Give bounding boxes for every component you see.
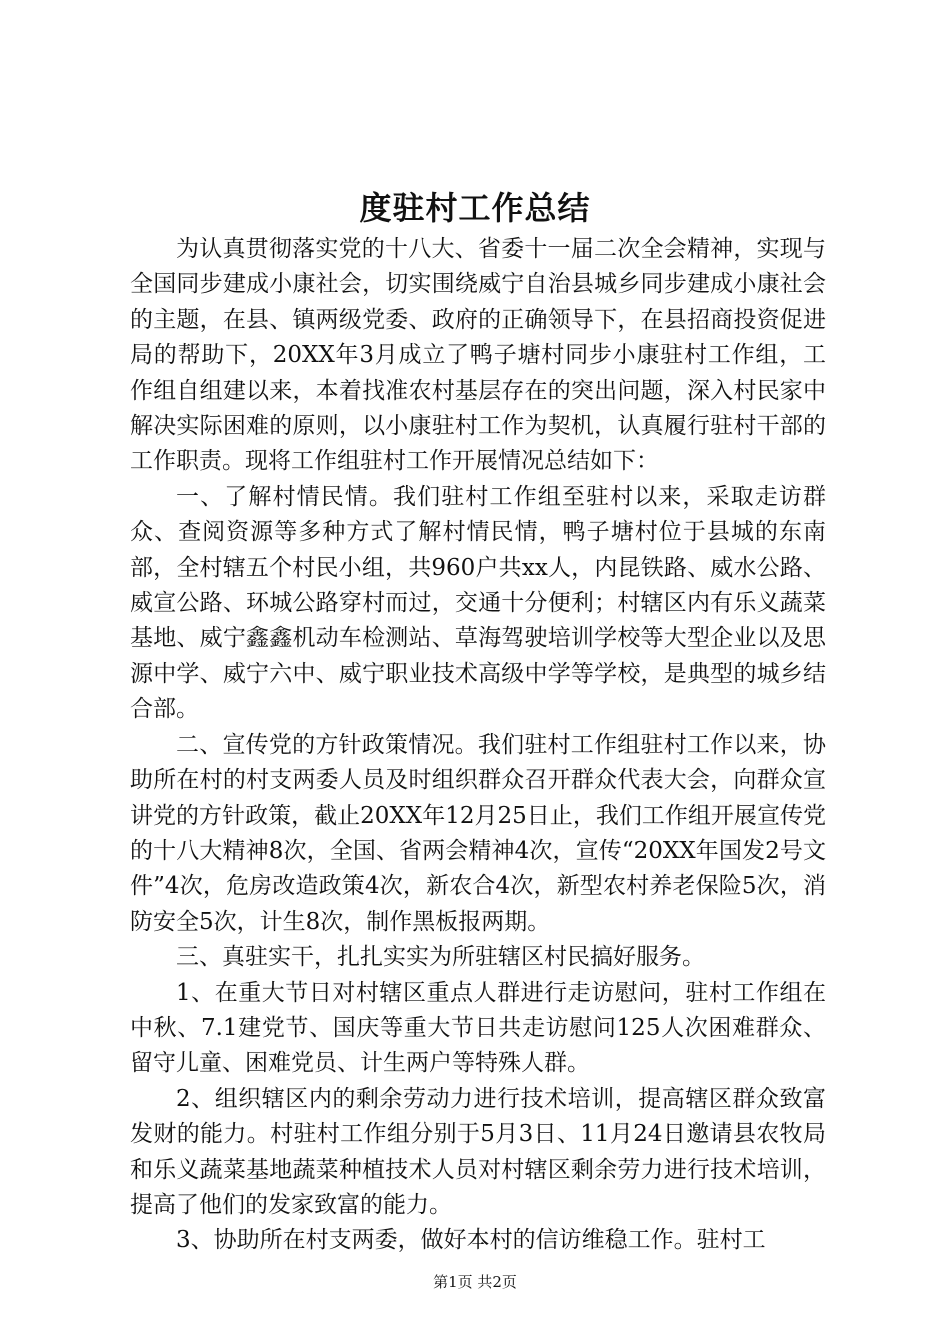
paragraph-section-3-heading: 三、真驻实干，扎扎实实为所驻辖区村民搞好服务。 bbox=[176, 944, 705, 971]
document-body bbox=[130, 232, 826, 1259]
paragraph-intro: 为认真贯彻落实党的十八大、省委十一届二次全会精神，实现与全国同步建成小康社会，切实围绕威宁自治县城乡同步建成小康社会的主题，在县、镇两级党委、政府的正确领导下，在县招商投资促进局的帮助下，20XX年3月成立了鸭子塘村同步小康驻村工作组，工作组自组建以来，本着找准农村基层存在的突出问题，深入村民家中解决实际困难的原则，以小康驻村工作为契机，认真履行驻村干部的工作职责。现将工作组驻村工作开展情况总结如下： bbox=[130, 236, 826, 475]
paragraph-section-1: 一、了解村情民情。我们驻村工作组至驻村以来，采取走访群众、查阅资源等多种方式了解村情民情，鸭子塘村位于县城的东南部，全村辖五个村民小组，共960户共xx人，内昆铁路、威水公路、威宣公路、环城公路穿村而过，交通十分便利；村辖区内有乐义蔬菜基地、威宁鑫鑫机动车检测站、草海驾驶培训学校等大型企业以及思源中学、威宁六中、威宁职业技术高级中学等学校，是典型的城乡结合部。 bbox=[130, 483, 826, 723]
paragraph-item-1: 1、在重大节日对村辖区重点人群进行走访慰问，驻村工作组在中秋、7.1建党节、国庆等重大节日共走访慰问125人次困难群众、留守儿童、困难党员、计生两户等特殊人群。 bbox=[130, 979, 826, 1077]
document-title: 度驻村工作总结 bbox=[359, 189, 591, 227]
page-number-footer: 第1页 共2页 bbox=[433, 1273, 517, 1291]
paragraph-section-2: 二、宣传党的方针政策情况。我们驻村工作组驻村工作以来，协助所在村的村支两委人员及时组织群众召开群众代表大会，向群众宣讲党的方针政策，截止20XX年12月25日止，我们工作组开展宣传党的十八大精神8次，全国、省两会精神4次，宣传“20XX年国发2号文件”4次，危房改造政策4次，新农合4次，新型农村养老保险5次，消防安全5次，计生8次，制作黑板报两期。 bbox=[130, 731, 826, 935]
paragraph-item-3: 3、协助所在村支两委，做好本村的信访维稳工作。驻村工 bbox=[176, 1227, 766, 1254]
paragraph-item-2: 2、组织辖区内的剩余劳动力进行技术培训，提高辖区群众致富发财的能力。村驻村工作组分别于5月3日、11月24日邀请县农牧局和乐义蔬菜基地蔬菜种植技术人员对村辖区剩余劳力进行技术培训，提高了他们的发家致富的能力。 bbox=[130, 1085, 826, 1218]
